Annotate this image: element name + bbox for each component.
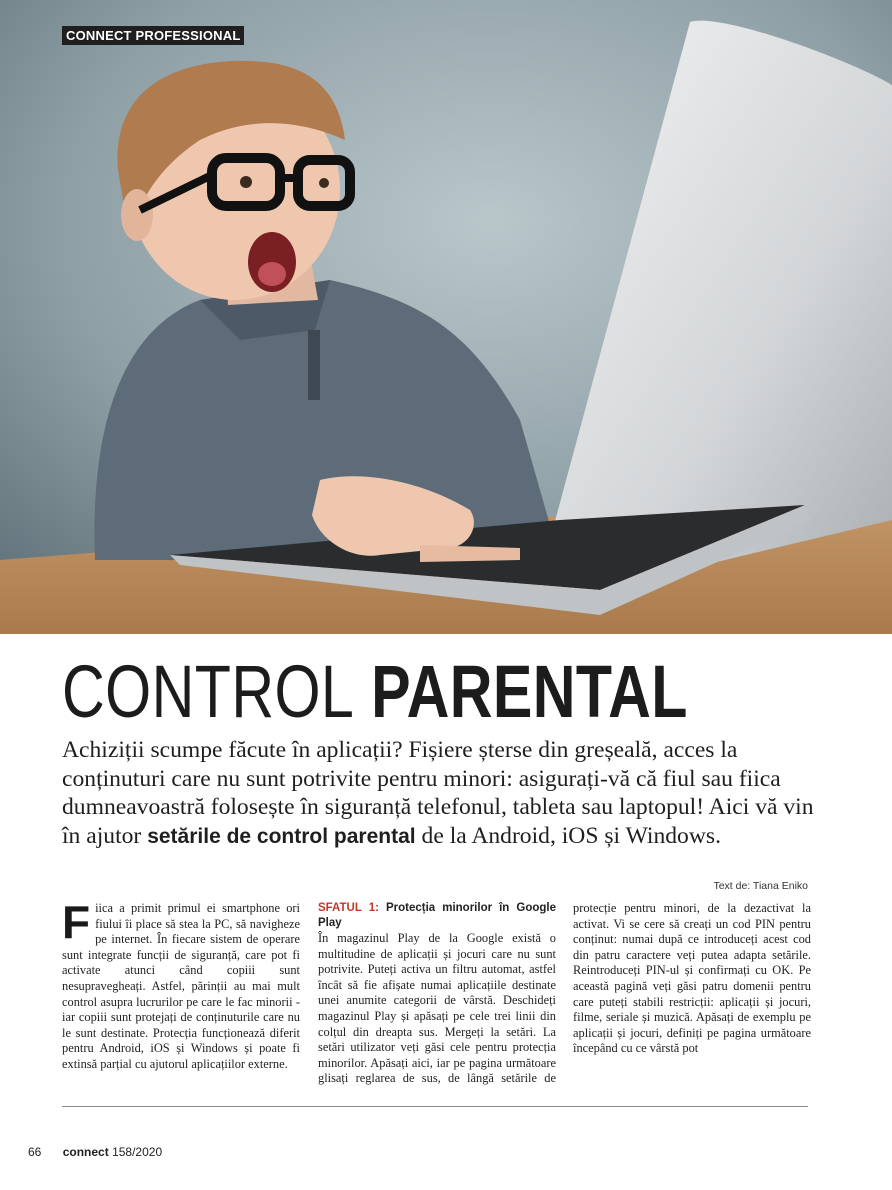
section-label: CONNECT PROFESSIONAL	[62, 26, 244, 45]
issue-number: 158/2020	[112, 1145, 163, 1159]
title-bold: PARENTAL	[371, 650, 688, 733]
footer-divider	[62, 1106, 808, 1107]
lead-highlight: setările de control parental	[147, 824, 416, 848]
article-title	[62, 650, 688, 734]
tip-title: Protecția minorilor în Google Play	[318, 902, 556, 929]
page-number: 66	[28, 1145, 42, 1159]
tip-label: SFATUL 1:	[318, 902, 379, 914]
page-footer	[28, 1145, 162, 1159]
byline: Text de: Tiana Eniko	[713, 880, 808, 892]
lead-text-2: de la Android, iOS și Windows.	[421, 822, 721, 849]
drop-cap: F	[62, 901, 91, 948]
lead-text-1: Achiziții scumpe făcute în aplicații? Fișiere șterse din greșeală, acces la conținuturi care nu sunt potrivite pentru minori: asigurați-vă că fiul sau fiica dumneavoastră folosește în siguranță telefonul, tableta sau laptopul! Aici vă vin în ajutor	[62, 737, 814, 849]
magazine-brand: connect	[62, 1145, 109, 1159]
title-light: CONTROL	[62, 650, 355, 733]
col1-text: iica a primit primul ei smartphone ori fiului îi place să stea la PC, să navigheze pe internet. În fiecare sistem de operare sunt integrate funcții de siguranță, care pot fi activate atunci când copiii sunt nesupravegheați. Astfel, părinții au mai mult control asupra lucrurilor pe care le fac minorii - iar copiii sunt protejați de conținuturile care nu le sunt destinate. Protecția funcționează diferit pentru Android, iOS și Windows și poate fi extinsă parțial cu ajutorul aplicațiilor externe.	[62, 901, 300, 1071]
article-lead	[62, 736, 822, 851]
body-column-1	[62, 901, 300, 1089]
body-column-2	[318, 901, 811, 1089]
col2-text: În magazinul Play de la Google există o multitudine de aplicații și jocuri care nu sunt potrivite. Puteți activa un filtru automat, astfel încât să fie afișate numai aplicațiile destinate unei anumite categorii de vârstă. Deschideți magazinul Play și apăsați pe cele trei linii din colțul din dreapta sus. Mergeți la setări. La setări utilizator veți găsi cele pentru protecția minorilor. Apăsați aici, iar pe pagina următoare glisați reglarea de sus, de lângă setările de protecție pentru minori, de la dezactivat la activat. Vi se cere să creați un cod PIN pentru conținut: numai după ce introduceți acest cod din patru caractere veți putea adapta setările. Reintroduceți PIN-ul și confirmați cu OK. Pe această pagină veți găsi patru domenii pentru care puteți stabili restricții: aplicații și jocuri, filme, seriale și muzică. Apăsați de exemplu pe aplicații și jocuri, definiți pe pagina următoare începând cu ce vârstă pot	[318, 901, 811, 1086]
tip-heading	[318, 901, 556, 931]
